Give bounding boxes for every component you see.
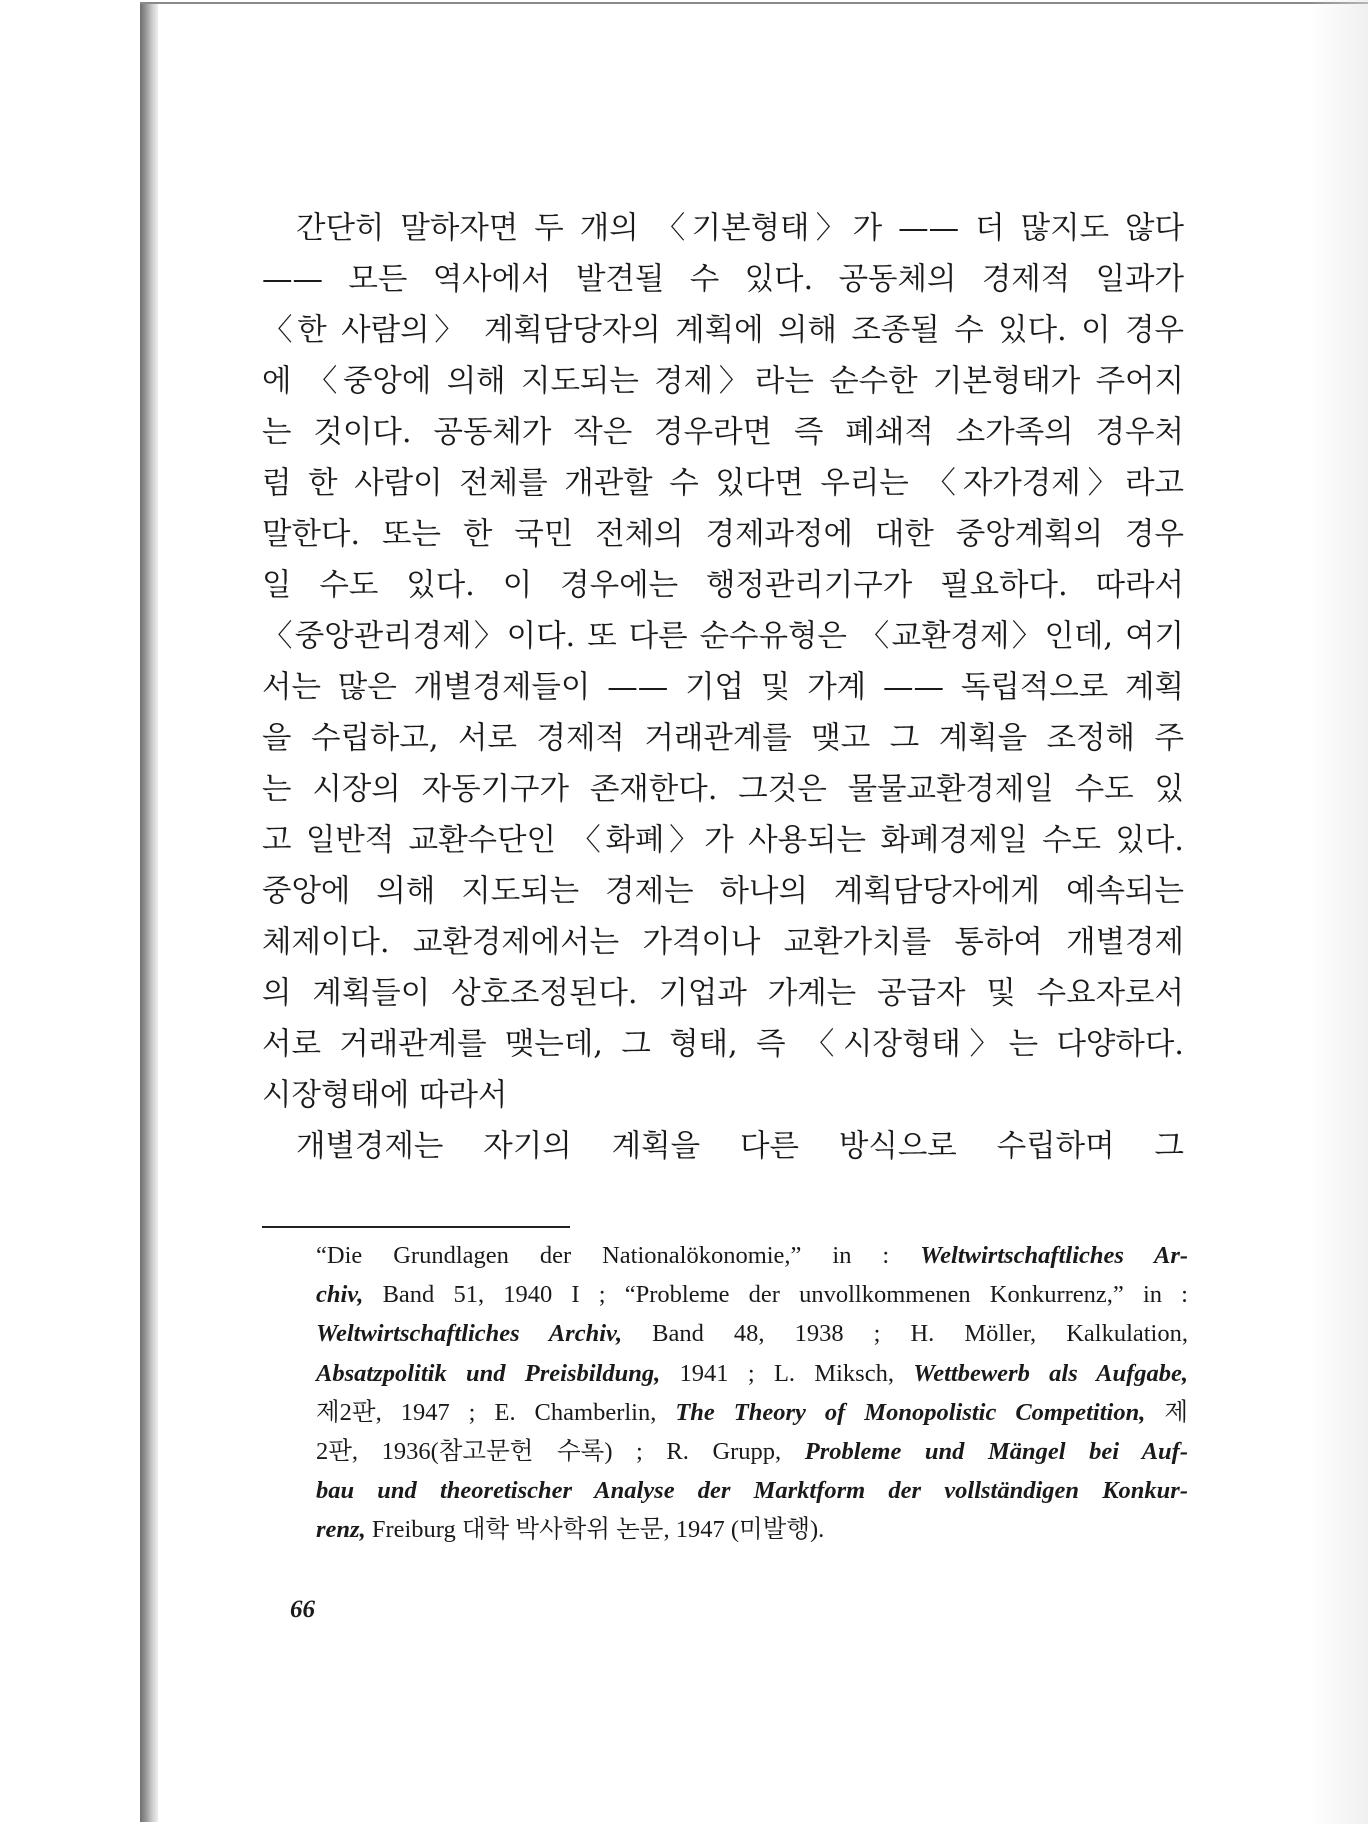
page-top-edge [140,2,1368,4]
footnote-text: 제2판, 1947 ; E. Chamberlin, [316,1398,676,1426]
body-line: 〈중앙관리경제〉이다. 또 다른 순수유형은 〈교환경제〉인데, 여기 [262,619,1184,654]
footnote-text: Freiburg 대학 박사학위 논문, 1947 (미발행). [365,1516,825,1544]
body-line: 중앙에 의해 지도되는 경제는 하나의 계획담당자에게 예속되는 [262,874,1184,909]
footnote-italic: Wettbewerb als Aufgabe, [913,1359,1188,1387]
footnote-line [316,1314,1188,1353]
footnote-text: “Die Grundlagen der Nationalökonomie,” in : [316,1242,921,1269]
body-line: 에 〈중앙에 의해 지도되는 경제〉라는 순수한 기본형태가 주어지 [262,364,1184,399]
page-number: 66 [290,1596,315,1623]
body-text [262,203,1184,1172]
body-line: 럼 한 사람이 전체를 개관할 수 있다면 우리는 〈자가경제〉라고 [262,466,1184,501]
footnote-italic: bau und theoretischer Analyse der Marktform der vollständigen Konkur- [316,1477,1188,1505]
footnote-line [316,1510,1188,1549]
page-shadow [1308,0,1368,1824]
body-line: —— 모든 역사에서 발견될 수 있다. 공동체의 경제적 일과가 [262,262,1184,297]
footnote-rule [262,1226,570,1228]
footnote-line [316,1393,1188,1432]
body-line: 일 수도 있다. 이 경우에는 행정관리기구가 필요하다. 따라서 [262,568,1184,603]
footnote-text: Band 48, 1938 ; H. Möller, Kalkulation, [622,1320,1188,1348]
body-line: 는 시장의 자동기구가 존재한다. 그것은 물물교환경제일 수도 있 [262,772,1184,807]
footnote-italic: Weltwirtschaftliches Ar- [920,1242,1189,1269]
footnote-line [316,1275,1188,1314]
body-line: 서로 거래관계를 맺는데, 그 형태, 즉 〈시장형태〉는 다양하다. [262,1027,1184,1062]
footnote-italic: renz, [316,1516,366,1544]
body-line: 〈한 사람의〉 계획담당자의 계획에 의해 조종될 수 있다. 이 경우 [262,313,1184,348]
footnote-italic: Weltwirtschaftliches Archiv, [316,1320,623,1348]
footnote-text: 2판, 1936(참고문헌 수록) ; R. Grupp, [316,1437,805,1465]
footnote-italic: Absatzpolitik und Preisbildung, [316,1359,661,1387]
body-line: 서는 많은 개별경제들이 —— 기업 및 가계 —— 독립적으로 계획 [262,670,1184,705]
footnote-line [316,1236,1188,1275]
body-line: 개별경제는 자기의 계획을 다른 방식으로 수립하며 그 [296,1129,1184,1164]
body-line: 말한다. 또는 한 국민 전체의 경제과정에 대한 중앙계획의 경우 [262,517,1184,552]
body-line: 시장형태에 따라서 [262,1078,508,1113]
body-line: 의 계획들이 상호조정된다. 기업과 가계는 공급자 및 수요자로서 [262,976,1184,1011]
footnote-italic: The Theory of Monopolistic Competition, [675,1398,1146,1426]
footnote [316,1236,1188,1550]
body-line: 는 것이다. 공동체가 작은 경우라면 즉 폐쇄적 소가족의 경우처 [262,415,1184,450]
body-line: 체제이다. 교환경제에서는 가격이나 교환가치를 통하여 개별경제 [262,925,1184,960]
footnote-line [316,1354,1188,1393]
footnote-line [316,1471,1188,1510]
body-line: 고 일반적 교환수단인 〈화폐〉가 사용되는 화폐경제일 수도 있다. [262,823,1184,858]
footnote-text: 제 [1145,1398,1188,1426]
footnote-text: Band 51, 1940 I ; “Probleme der unvollkommenen Konkurrenz,” in : [363,1281,1188,1309]
footnote-text: 1941 ; L. Miksch, [660,1359,914,1387]
body-line: 간단히 말하자면 두 개의 〈기본형태〉가 —— 더 많지도 않다 [296,211,1184,246]
body-line: 을 수립하고, 서로 경제적 거래관계를 맺고 그 계획을 조정해 주 [262,721,1184,756]
page-binding-edge [140,4,158,1822]
footnote-italic: Probleme und Mängel bei Auf- [804,1437,1188,1465]
footnote-line [316,1432,1188,1471]
footnote-italic: chiv, [316,1281,364,1309]
